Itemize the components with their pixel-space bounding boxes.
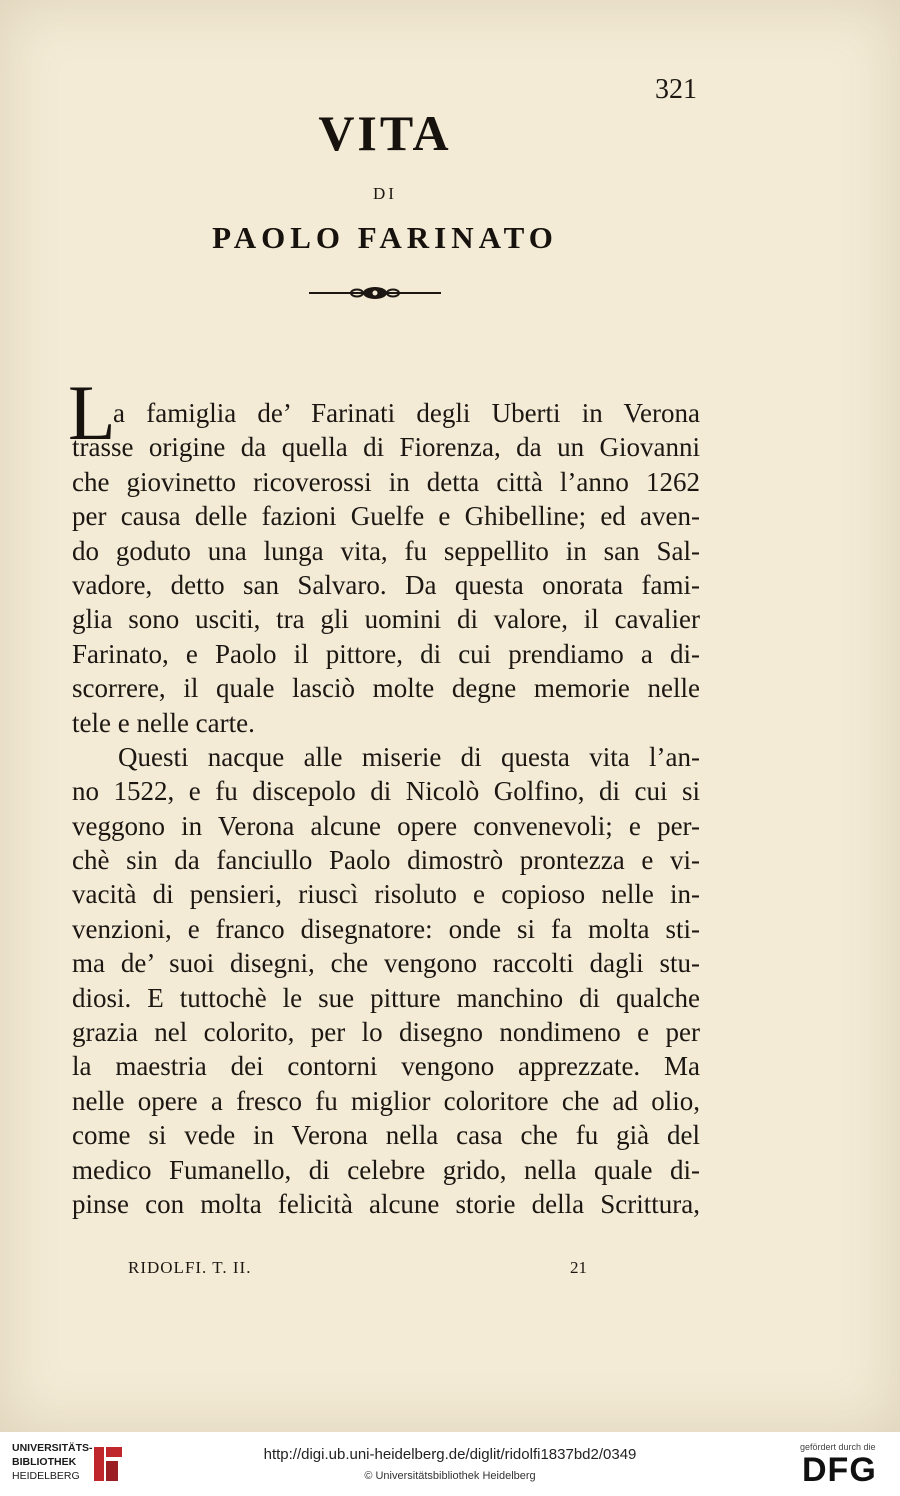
drop-cap: L: [68, 369, 116, 456]
page-number: 321: [655, 74, 697, 105]
text-line: medico Fumanello, di celebre grido, nella quale di-: [72, 1154, 700, 1185]
text-line: come si vede in Verona nella casa che fu già del: [72, 1120, 700, 1151]
title-preposition: DI: [373, 184, 397, 203]
chapter-title: VITA: [318, 105, 452, 161]
text-line: diosi. E tuttochè le sue pitture manchino di qualche: [72, 982, 700, 1013]
text-line: tele e nelle carte.: [72, 707, 255, 738]
text-line: vadore, detto san Salvaro. Da questa onorata fami-: [72, 569, 700, 600]
chapter-subtitle: PAOLO FARINATO: [212, 220, 558, 255]
footer-signature-number: 21: [570, 1258, 587, 1277]
text-line: vacità di pensieri, riuscì risoluto e copioso nelle in-: [72, 879, 700, 910]
text-line: la maestria dei contorni vengono apprezzate. Ma: [72, 1051, 700, 1082]
text-line: veggono in Verona alcune opere convenevoli; e per-: [72, 810, 700, 841]
funder-label: gefördert durch die: [800, 1442, 876, 1452]
text-line: a famiglia de’ Farinati degli Uberti in Verona: [113, 398, 700, 428]
ornament-divider: [305, 283, 445, 303]
footer-signature: RIDOLFI. T. II.: [128, 1258, 252, 1277]
library-footer-bar: [0, 1432, 900, 1496]
text-line: grazia nel colorito, per lo disegno nondimeno e per: [72, 1017, 700, 1048]
text-line: pinse con molta felicità alcune storie della Scrittura,: [72, 1188, 700, 1219]
funder-logo: DFG: [802, 1451, 877, 1489]
text-line: per causa delle fazioni Guelfe e Ghibelline; ed aven-: [72, 501, 700, 532]
text-line: trasse origine da quella di Fiorenza, da un Giovanni: [72, 432, 700, 463]
text-line: glia sono usciti, tra gli uomini di valore, il cavalier: [72, 604, 700, 635]
text-line: che giovinetto ricoverossi in detta città l’anno 1262: [72, 466, 700, 497]
text-line: chè sin da fanciullo Paolo dimostrò prontezza e vi-: [72, 845, 700, 876]
source-url-link[interactable]: http://digi.ub.uni-heidelberg.de/diglit/ridolfi1837bd2/0349: [263, 1446, 637, 1463]
copyright-notice: © Universitätsbibliothek Heidelberg: [364, 1470, 536, 1482]
text-line: Questi nacque alle miserie di questa vita l’an-: [118, 741, 700, 772]
text-line: Farinato, e Paolo il pittore, di cui prendiamo a di-: [72, 638, 700, 669]
logo-line: HEIDELBERG: [12, 1470, 80, 1482]
logo-line: UNIVERSITÄTS-: [12, 1442, 93, 1454]
text-line: scorrere, il quale lasciò molte degne memorie nelle: [72, 673, 700, 704]
logo-line: BIBLIOTHEK: [12, 1456, 77, 1468]
text-line: nelle opere a fresco fu miglior coloritore che ad olio,: [72, 1085, 700, 1116]
text-line: ma de’ suoi disegni, che vengono raccolti dagli stu-: [72, 948, 700, 979]
text-line: no 1522, e fu discepolo di Nicolò Golfino, di cui si: [72, 776, 700, 807]
body-text: [72, 396, 700, 1221]
text-line: venzioni, e franco disegnatore: onde si fa molta sti-: [72, 913, 700, 944]
text-line: do goduto una lunga vita, fu seppellito in san Sal-: [72, 535, 700, 566]
